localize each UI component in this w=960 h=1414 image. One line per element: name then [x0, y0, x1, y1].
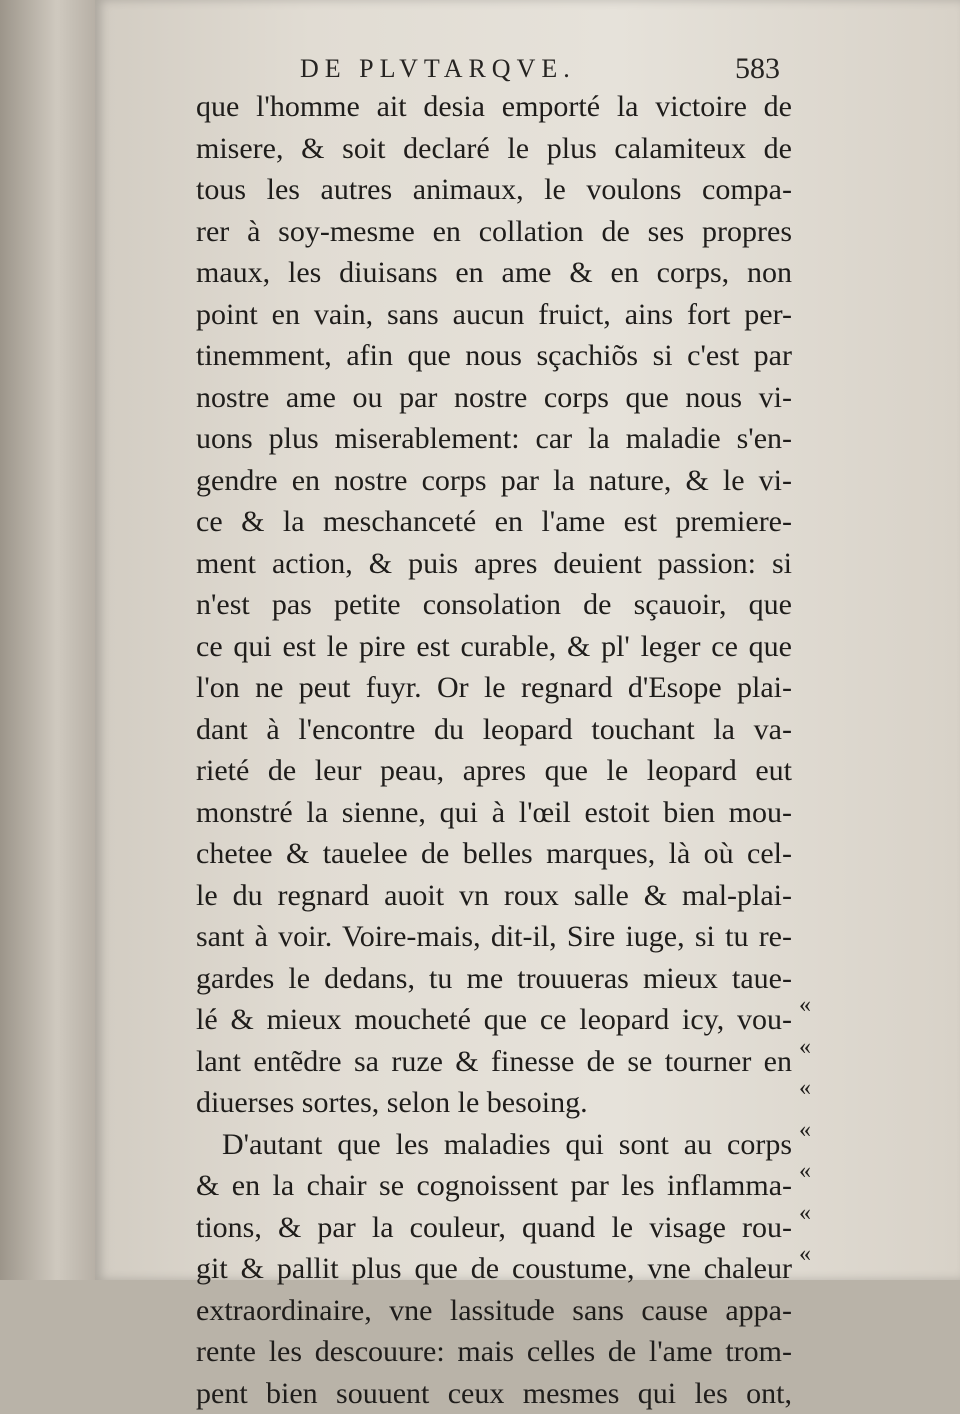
running-head-title: DE PLVTARQVE. [300, 54, 576, 84]
quote-mark: « [790, 1110, 820, 1152]
text-line: uons plus miserablement: car la maladie s'en- [196, 418, 792, 460]
text-line: dant à l'encontre du leopard touchant la va- [196, 709, 792, 751]
paragraph2-line: rente les descouure: mais celles de l'ame trom- [196, 1331, 792, 1373]
paragraph2-line: tions, & par la couleur, quand le visage rou- [196, 1207, 792, 1249]
paragraph2-line: & en la chair se cognoissent par les inflamma- [196, 1165, 792, 1207]
text-line: lé & mieux moucheté que ce leopard icy, vou- [196, 999, 792, 1041]
text-line: gardes le dedans, tu me trouueras mieux taue- [196, 958, 792, 1000]
text-line: point en vain, sans aucun fruict, ains fort per- [196, 294, 792, 336]
text-line: diuerses sortes, selon le besoing. [196, 1082, 792, 1124]
page-text [196, 86, 792, 1414]
text-line: ce & la meschanceté en l'ame est premiere- [196, 501, 792, 543]
text-line: tinemment, afin que nous sçachiõs si c'est par [196, 335, 792, 377]
text-line: n'est pas petite consolation de sçauoir, que [196, 584, 792, 626]
text-line: le du regnard auoit vn roux salle & mal-plai- [196, 875, 792, 917]
text-line: rieté de leur peau, apres que le leopard eut [196, 750, 792, 792]
facing-page-edge [0, 0, 95, 1280]
paragraph2-line: pent bien souuent ceux mesmes qui les ont, [196, 1373, 792, 1414]
text-line: maux, les diuisans en ame & en corps, non [196, 252, 792, 294]
quote-mark: « [790, 1234, 820, 1276]
text-line: ce qui est le pire est curable, & pl' leger ce que [196, 626, 792, 668]
quote-mark: « [790, 1027, 820, 1069]
text-line: chetee & tauelee de belles marques, là où cel- [196, 833, 792, 875]
text-line: rer à soy-mesme en collation de ses propres [196, 211, 792, 253]
text-line: misere, & soit declaré le plus calamiteux de [196, 128, 792, 170]
text-line: l'on ne peut fuyr. Or le regnard d'Esope plai- [196, 667, 792, 709]
text-line: que l'homme ait desia emporté la victoire de [196, 86, 792, 128]
text-line: nostre ame ou par nostre corps que nous vi- [196, 377, 792, 419]
text-line: gendre en nostre corps par la nature, & le vi- [196, 460, 792, 502]
page-number: 583 [735, 52, 780, 86]
running-head [200, 48, 780, 88]
text-line: tous les autres animaux, le voulons compa- [196, 169, 792, 211]
text-line: monstré la sienne, qui à l'œil estoit bien mou- [196, 792, 792, 834]
quote-mark: « [790, 1068, 820, 1110]
marginal-quote-marks [790, 985, 820, 1276]
text-line: ment action, & puis apres deuient passion: si [196, 543, 792, 585]
paragraph2-line: extraordinaire, vne lassitude sans cause appa- [196, 1290, 792, 1332]
quote-mark: « [790, 1193, 820, 1235]
paragraph2-line: git & pallit plus que de coustume, vne chaleur [196, 1248, 792, 1290]
quote-mark: « [790, 985, 820, 1027]
paragraph2-line: D'autant que les maladies qui sont au corps [196, 1124, 792, 1166]
text-line: sant à voir. Voire-mais, dit-il, Sire iuge, si tu re- [196, 916, 792, 958]
quote-mark: « [790, 1151, 820, 1193]
text-line: lant entẽdre sa ruze & finesse de se tourner en [196, 1041, 792, 1083]
